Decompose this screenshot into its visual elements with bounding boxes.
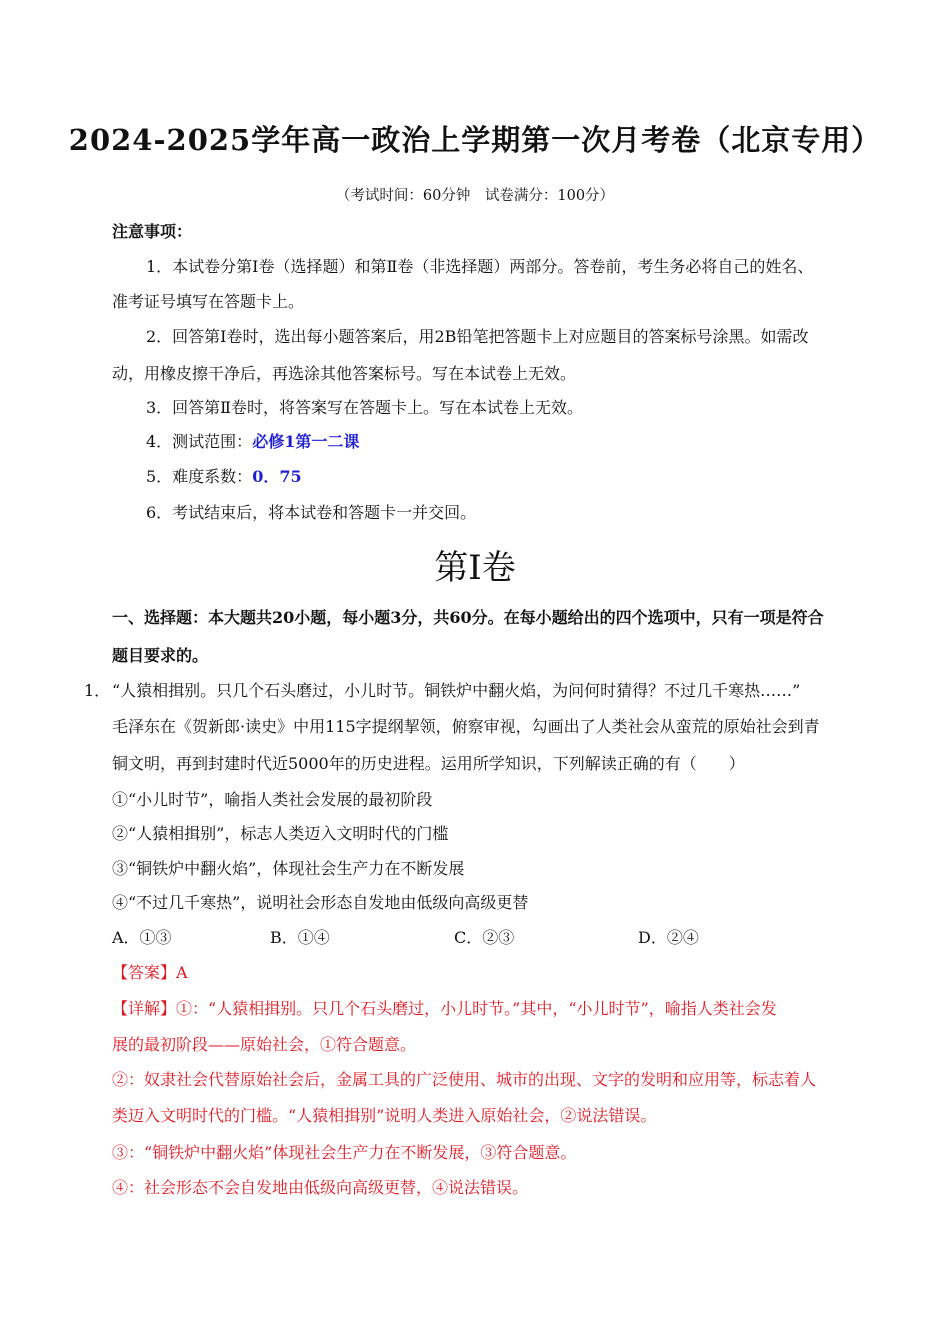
notice-item-4 bbox=[146, 432, 359, 452]
notice-item-5-label: 5．难度系数： bbox=[146, 467, 253, 486]
exam-info: （考试时间：60分钟 试卷满分：100分） bbox=[335, 188, 615, 204]
explanation-4: 类迈入文明时代的门槛。“人猿相揖别”说明人类进入原始社会，②说法错误。 bbox=[112, 1106, 657, 1125]
notice-item-1-cont: 准考证号填写在答题卡上。 bbox=[112, 292, 305, 311]
volume-title: 第Ⅰ卷 bbox=[434, 548, 516, 588]
notice-item-2-cont: 动，用橡皮擦干净后，再选涂其他答案标号。写在本试卷上无效。 bbox=[112, 364, 577, 383]
notice-item-2: 2．回答第Ⅰ卷时，选出每小题答案后，用2B铅笔把答题卡上对应题目的答案标号涂黑。如需改 bbox=[146, 327, 809, 346]
statement-3: ③“铜铁炉中翻火焰”，体现社会生产力在不断发展 bbox=[112, 859, 465, 878]
section-heading: 一、选择题：本大题共20小题，每小题3分，共60分。在每小题给出的四个选项中，只有一项是符合 bbox=[112, 608, 824, 627]
option-a: A．①③ bbox=[112, 928, 172, 947]
statement-2: ②“人猿相揖别”，标志人类迈入文明时代的门槛 bbox=[112, 824, 449, 843]
explanation-2: 展的最初阶段——原始社会，①符合题意。 bbox=[112, 1035, 417, 1054]
notice-item-4-label: 4．测试范围： bbox=[146, 432, 253, 451]
notice-item-5 bbox=[146, 467, 302, 487]
notice-item-6: 6．考试结束后，将本试卷和答题卡一并交回。 bbox=[146, 503, 477, 522]
page-title: 2024-2025学年高一政治上学期第一次月考卷（北京专用） bbox=[68, 123, 882, 157]
option-b: B．①④ bbox=[270, 928, 330, 947]
test-scope: 必修1第一二课 bbox=[252, 432, 360, 451]
notice-item-1: 1．本试卷分第Ⅰ卷（选择题）和第Ⅱ卷（非选择题）两部分。答卷前，考生务必将自己的姓名、 bbox=[146, 257, 814, 276]
option-c: C．②③ bbox=[454, 928, 515, 947]
question-stem-1: “人猿相揖别。只几个石头磨过，小儿时节。铜铁炉中翻火焰，为问何时猜得？不过几千寒热……” bbox=[112, 681, 801, 700]
question-stem-2: 毛泽东在《贺新郎·读史》中用115字提纲挈领，俯察审视，勾画出了人类社会从蛮荒的原始社会到青 bbox=[112, 717, 820, 736]
statement-4: ④“不过几千寒热”，说明社会形态自发地由低级向高级更替 bbox=[112, 893, 529, 912]
explanation-1: 【详解】①：“人猿相揖别。只几个石头磨过，小儿时节。”其中，“小儿时节”，喻指人类社会发 bbox=[112, 999, 777, 1018]
explanation-5: ③：“铜铁炉中翻火焰”体现社会生产力在不断发展，③符合题意。 bbox=[112, 1143, 577, 1162]
difficulty-value: 0．75 bbox=[252, 467, 302, 486]
option-d: D．②④ bbox=[638, 928, 699, 947]
statement-1: ①“小儿时节”，喻指人类社会发展的最初阶段 bbox=[112, 790, 433, 809]
question-stem-3: 铜文明，再到封建时代近5000年的历史进程。运用所学知识，下列解读正确的有（ ） bbox=[112, 754, 745, 773]
question-number: 1． bbox=[84, 681, 111, 700]
notice-item-3: 3．回答第Ⅱ卷时，将答案写在答题卡上。写在本试卷上无效。 bbox=[146, 398, 584, 417]
explanation-3: ②：奴隶社会代替原始社会后，金属工具的广泛使用、城市的出现、文字的发明和应用等，标志着人 bbox=[112, 1070, 817, 1089]
answer: 【答案】A bbox=[112, 963, 188, 982]
explanation-6: ④：社会形态不会自发地由低级向高级更替，④说法错误。 bbox=[112, 1178, 529, 1197]
notice-heading: 注意事项： bbox=[112, 222, 193, 241]
section-heading-cont: 题目要求的。 bbox=[112, 646, 209, 665]
